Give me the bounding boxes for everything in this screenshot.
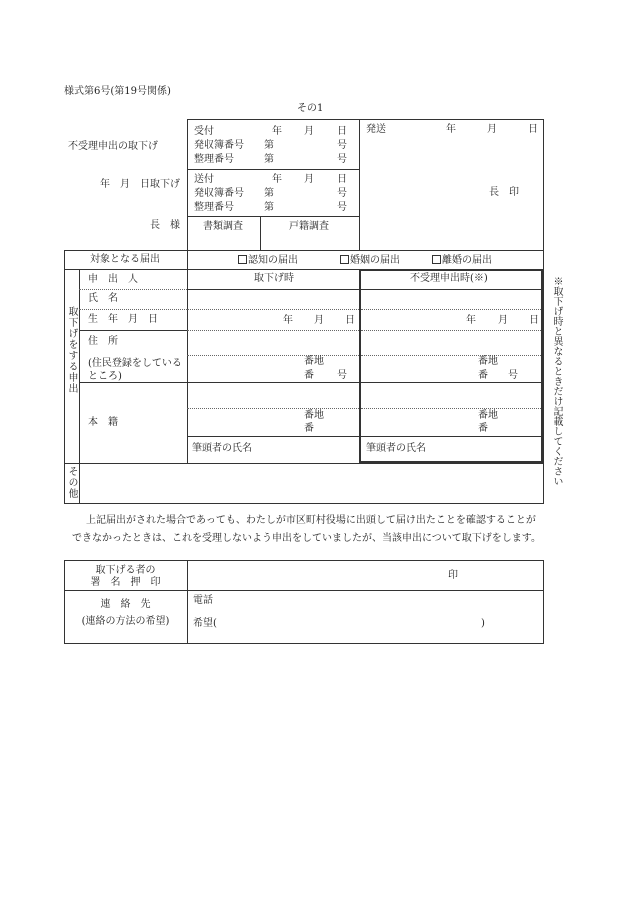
signature-label: 取下げる者の 署 名 押 印 <box>90 565 161 588</box>
checkbox-icon <box>340 255 349 264</box>
checkbox-icon <box>432 255 441 264</box>
withdraw-month: 月 <box>314 315 324 326</box>
contact-label: 連 絡 先 <box>100 599 151 610</box>
nonacceptance-address-ban: 番 <box>478 370 488 381</box>
sheet-label: その1 <box>297 103 324 114</box>
target-label: 対象となる届出 <box>90 254 160 265</box>
receipt-ref-label: 整理番号 <box>194 154 234 165</box>
withdraw-year: 年 <box>283 315 293 326</box>
contact-note: (連絡の方法の希望) <box>81 616 170 627</box>
withdraw-domicile-ban: 番 <box>304 423 314 434</box>
document-check-label: 書類調査 <box>203 221 243 232</box>
nonacceptance-year: 年 <box>466 315 476 326</box>
forwarding-ref-label: 整理番号 <box>194 202 234 213</box>
nonacceptance-day: 日 <box>529 315 539 326</box>
forwarding-label: 送付 <box>194 174 214 185</box>
other-label: その他 <box>66 466 77 499</box>
receipt-reg-go: 号 <box>337 140 347 151</box>
row-domicile: 本 籍 <box>88 417 118 428</box>
withdraw-head-name: 筆頭者の氏名 <box>192 443 252 454</box>
nonacceptance-domicile-ban: 番 <box>478 423 488 434</box>
withdraw-address-go: 号 <box>337 370 347 381</box>
forwarding-reg-label: 発収簿番号 <box>194 188 244 199</box>
applicant-side-label: 取下げをする申出 <box>66 306 77 394</box>
withdrawal-statement: 上記届出がされた場合であっても、わたしが市区町村役場に出頭して届け出たことを確認することができなかったときは、これを受理しないよう申出をしていましたが、当該申出について取下げをします。 <box>72 515 541 544</box>
target-option-divorce[interactable] <box>432 255 492 266</box>
option-label: 婚姻の届出 <box>350 255 400 266</box>
contact-phone: 電話 <box>193 595 213 606</box>
receipt-label: 受付 <box>194 126 214 137</box>
checkbox-icon <box>238 255 247 264</box>
forwarding-reg-dai: 第 <box>264 188 274 199</box>
withdraw-address-banchi: 番地 <box>304 356 324 367</box>
side-note: ※取下げ時と異なるときだけ記載してください <box>551 276 562 486</box>
contact-preference: 希望( <box>193 618 217 629</box>
forwarding-ref-go: 号 <box>337 202 347 213</box>
form-number: 様式第6号(第19号関係) <box>64 86 171 97</box>
option-label: 離婚の届出 <box>442 255 492 266</box>
row-birth: 生 年 月 日 <box>88 314 158 325</box>
row-applicant: 申 出 人 <box>88 274 138 285</box>
receipt-reg-label: 発収簿番号 <box>194 140 244 151</box>
contact-close-paren: ) <box>481 618 485 629</box>
receipt-ref-dai: 第 <box>264 154 274 165</box>
receipt-month: 月 <box>304 126 314 137</box>
row-address: 住 所 <box>88 336 118 347</box>
col-nonacceptance-header: 不受理申出時(※) <box>410 273 488 284</box>
forwarding-year: 年 <box>272 174 282 185</box>
forwarding-day: 日 <box>337 174 347 185</box>
row-address-note: (住民登録をしている ところ) <box>88 358 182 382</box>
nonacceptance-head-name: 筆頭者の氏名 <box>366 443 426 454</box>
dispatch-day: 日 <box>528 124 538 135</box>
receipt-ref-go: 号 <box>337 154 347 165</box>
receipt-reg-dai: 第 <box>264 140 274 151</box>
col-withdraw-header: 取下げ時 <box>254 273 294 284</box>
signature-seal: 印 <box>448 570 458 581</box>
forwarding-month: 月 <box>304 174 314 185</box>
addressee: 長 様 <box>150 220 180 231</box>
dispatch-month: 月 <box>487 124 497 135</box>
family-register-check-label: 戸籍調査 <box>289 221 329 232</box>
withdraw-domicile-banchi: 番地 <box>304 410 324 421</box>
forwarding-ref-dai: 第 <box>264 202 274 213</box>
receipt-day: 日 <box>337 126 347 137</box>
target-option-marriage[interactable] <box>340 255 400 266</box>
dispatch-year: 年 <box>446 124 456 135</box>
withdraw-address-ban: 番 <box>304 370 314 381</box>
nonacceptance-address-go: 号 <box>508 370 518 381</box>
forwarding-reg-go: 号 <box>337 188 347 199</box>
nonacceptance-month: 月 <box>498 315 508 326</box>
nonacceptance-address-banchi: 番地 <box>478 356 498 367</box>
nonacceptance-domicile-banchi: 番地 <box>478 410 498 421</box>
target-option-acknowledgment[interactable] <box>238 255 298 266</box>
dispatch-label: 発送 <box>366 124 386 135</box>
withdraw-day: 日 <box>345 315 355 326</box>
dispatch-seal: 長 印 <box>489 187 519 198</box>
row-name: 氏 名 <box>88 293 118 304</box>
date-line: 年 月 日取下げ <box>100 179 180 190</box>
doc-title: 不受理申出の取下げ <box>68 141 158 152</box>
option-label: 認知の届出 <box>248 255 298 266</box>
receipt-year: 年 <box>272 126 282 137</box>
